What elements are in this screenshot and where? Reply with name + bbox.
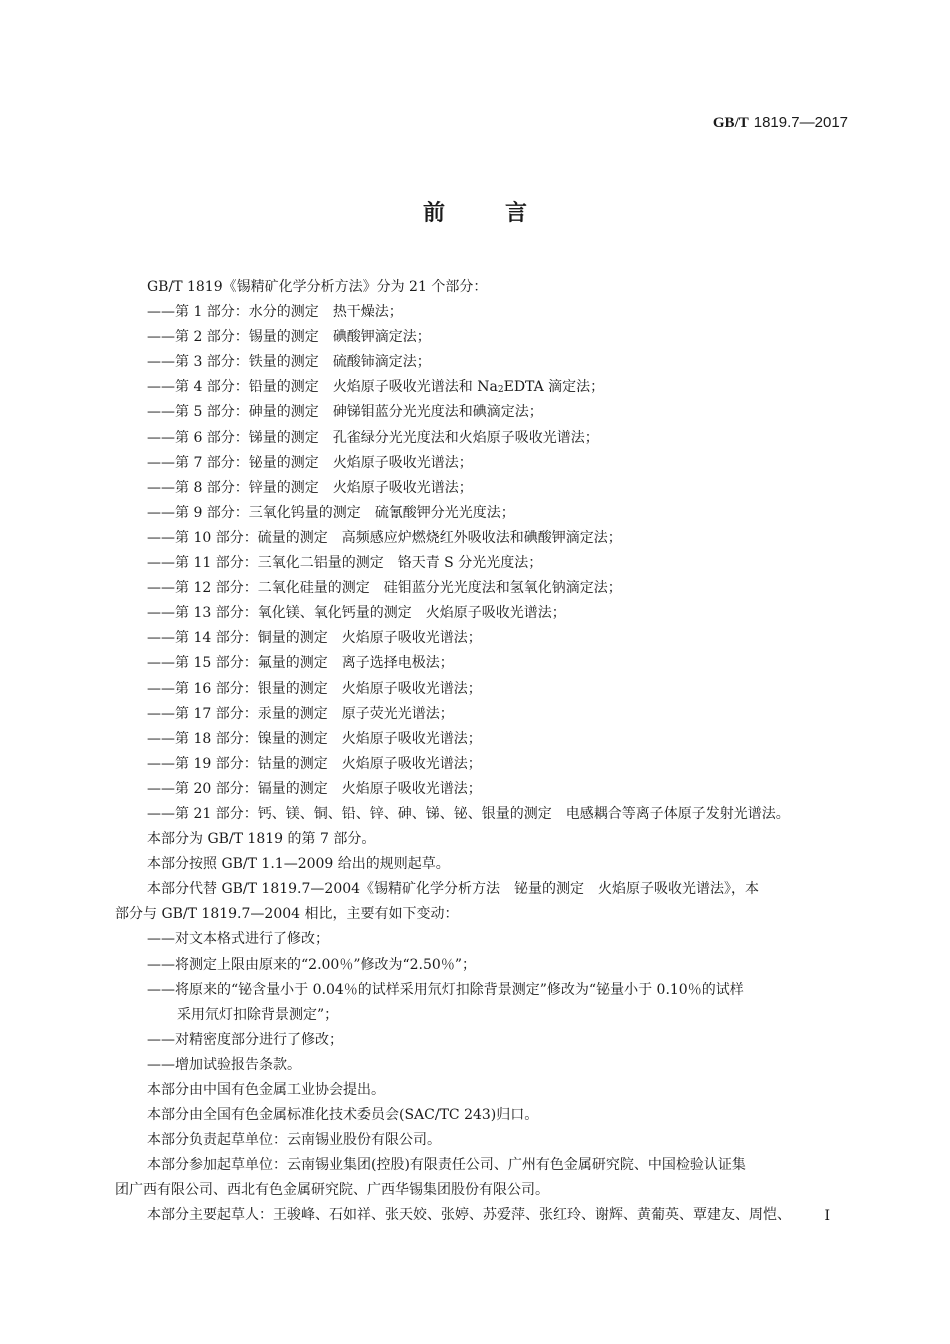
- part-method: 火焰原子吸收光谱法；: [341, 630, 482, 647]
- part-method: 热干燥法；: [332, 304, 403, 321]
- proposed-by-statement: 本部分由中国有色金属工业协会提出。: [147, 1082, 385, 1098]
- list-item: [115, 802, 855, 827]
- replaces-statement-line2: 部分与 GB/T 1819.7—2004 相比，主要有如下变动：: [115, 906, 459, 923]
- centralized-by-statement: 本部分由全国有色金属标准化技术委员会(SAC/TC 243)归口。: [147, 1107, 539, 1124]
- replaces-statement-line1: [115, 877, 855, 902]
- subscript: 2: [497, 385, 504, 396]
- list-item: [115, 626, 855, 651]
- replaces-text-c: 火焰原子吸收光谱法》，本: [598, 881, 760, 898]
- part-method: 火焰原子吸收光谱法和 Na: [332, 379, 498, 396]
- part-method: 原子荧光光谱法；: [341, 705, 454, 722]
- list-item: [115, 350, 855, 375]
- drafters-statement: 本部分主要起草人：王骏峰、石如祥、张天姣、张婷、苏爱萍、张红玲、谢辉、黄葡英、覃建友、周恺、: [147, 1207, 791, 1224]
- list-item: [115, 325, 855, 350]
- list-item: ——将测定上限由原来的“2.00％”修改为“2.50％”；: [147, 956, 476, 973]
- list-item: ——将原来的“铋含量小于 0.04％的试样采用氘灯扣除背景测定”修改为“铋量小于 0.10％的试样: [147, 981, 744, 998]
- list-item: [115, 400, 855, 425]
- part-label: ——第 4 部分：铅量的测定: [147, 379, 319, 396]
- part-method: 火焰原子吸收光谱法；: [341, 780, 482, 797]
- part-method: 砷锑钼蓝分光光度法和碘滴定法；: [332, 404, 543, 421]
- list-item: [115, 576, 855, 601]
- document-body: [115, 275, 855, 1229]
- part-label: ——第 5 部分：砷量的测定: [147, 404, 319, 421]
- list-item: ——增加试验报告条款。: [147, 1056, 301, 1073]
- part-method-cont: EDTA 滴定法；: [503, 379, 605, 396]
- page-number: I: [824, 1208, 830, 1224]
- list-item: [115, 501, 855, 526]
- part-label: ——第 16 部分：银量的测定: [147, 680, 328, 697]
- list-item: [115, 426, 855, 451]
- part-label: ——第 17 部分：汞量的测定: [147, 705, 328, 722]
- part-method: 孔雀绿分光光度法和火焰原子吸收光谱法；: [332, 429, 599, 446]
- list-item: [115, 300, 855, 325]
- list-item: [115, 702, 855, 727]
- part-label: ——第 8 部分：锌量的测定: [147, 479, 319, 496]
- part-method: 电感耦合等离子体原子发射光谱法。: [565, 805, 790, 822]
- part-label: ——第 19 部分：钴量的测定: [147, 755, 328, 772]
- standard-code-number: 1819.7—2017: [753, 114, 848, 131]
- part-method: 高频感应炉燃烧红外吸收法和碘酸钾滴定法；: [341, 529, 622, 546]
- list-item: [115, 375, 855, 400]
- part-label: ——第 21 部分：钙、镁、铜、铅、锌、砷、锑、铋、银量的测定: [147, 805, 552, 822]
- part-label: ——第 14 部分：铜量的测定: [147, 630, 328, 647]
- list-item: [115, 451, 855, 476]
- list-item: ——对文本格式进行了修改；: [147, 931, 329, 948]
- part-label: ——第 18 部分：镍量的测定: [147, 730, 328, 747]
- part-label: ——第 6 部分：锑量的测定: [147, 429, 319, 446]
- changes-list: [115, 927, 855, 1078]
- list-item: [115, 677, 855, 702]
- list-item: [115, 601, 855, 626]
- page-title: 前言: [422, 201, 587, 226]
- replaces-text-b: 铋量的测定: [514, 881, 585, 898]
- part-method: 火焰原子吸收光谱法；: [332, 479, 473, 496]
- part-method: 离子选择电极法；: [341, 655, 454, 672]
- part-method: 碘酸钾滴定法；: [332, 329, 431, 346]
- part-label: ——第 15 部分：氟量的测定: [147, 655, 328, 672]
- part-label: ——第 2 部分：锡量的测定: [147, 329, 319, 346]
- participating-units-line2: 团广西有限公司、西北有色金属研究院、广西华锡集团股份有限公司。: [115, 1182, 549, 1199]
- part-method: 火焰原子吸收光谱法；: [341, 730, 482, 747]
- drafting-rules-statement: 本部分按照 GB/T 1.1—2009 给出的规则起草。: [147, 856, 450, 873]
- part-label: ——第 12 部分：二氧化硅量的测定: [147, 580, 370, 597]
- participating-units-line1: 本部分参加起草单位：云南锡业集团(控股)有限责任公司、广州有色金属研究院、中国检验认证集: [147, 1157, 746, 1174]
- part-method: 火焰原子吸收光谱法；: [332, 454, 473, 471]
- part-method: 火焰原子吸收光谱法；: [425, 605, 566, 622]
- part-label: ——第 20 部分：镉量的测定: [147, 780, 328, 797]
- replaces-text-a: 本部分代替 GB/T 1819.7—2004《锡精矿化学分析方法: [147, 881, 501, 898]
- list-item: [115, 651, 855, 676]
- intro-line: GB/T 1819《锡精矿化学分析方法》分为 21 个部分：: [147, 279, 488, 295]
- responsible-unit-statement: 本部分负责起草单位：云南锡业股份有限公司。: [147, 1132, 441, 1149]
- part-label: ——第 3 部分：铁量的测定: [147, 354, 319, 371]
- list-item: [115, 777, 855, 802]
- list-item: [115, 752, 855, 777]
- part-method: 硅钼蓝分光光度法和氢氧化钠滴定法；: [383, 580, 622, 597]
- list-item-continuation: 采用氘灯扣除背景测定”；: [177, 1006, 339, 1023]
- standard-code-header: [713, 113, 848, 132]
- part-label: ——第 7 部分：铋量的测定: [147, 454, 319, 471]
- list-item: [115, 551, 855, 576]
- list-item: ——对精密度部分进行了修改；: [147, 1031, 343, 1048]
- part-method: 铬天青 S 分光光度法；: [397, 555, 543, 572]
- part-method: 硫氰酸钾分光光度法；: [374, 504, 515, 521]
- standard-code-prefix: GB/T: [712, 115, 749, 131]
- part-method: 硫酸铈滴定法；: [332, 354, 431, 371]
- part-label: ——第 10 部分：硫量的测定: [147, 529, 328, 546]
- part-label: ——第 1 部分：水分的测定: [147, 304, 319, 321]
- list-item: [115, 526, 855, 551]
- part-of-statement: 本部分为 GB/T 1819 的第 7 部分。: [147, 831, 376, 848]
- part-label: ——第 13 部分：氧化镁、氧化钙量的测定: [147, 605, 412, 622]
- part-label: ——第 11 部分：三氧化二铝量的测定: [147, 555, 384, 572]
- part-method: 火焰原子吸收光谱法；: [341, 755, 482, 772]
- list-item: [115, 727, 855, 752]
- parts-list: [115, 300, 855, 827]
- part-label: ——第 9 部分：三氧化钨量的测定: [147, 504, 361, 521]
- list-item: [115, 476, 855, 501]
- part-method: 火焰原子吸收光谱法；: [341, 680, 482, 697]
